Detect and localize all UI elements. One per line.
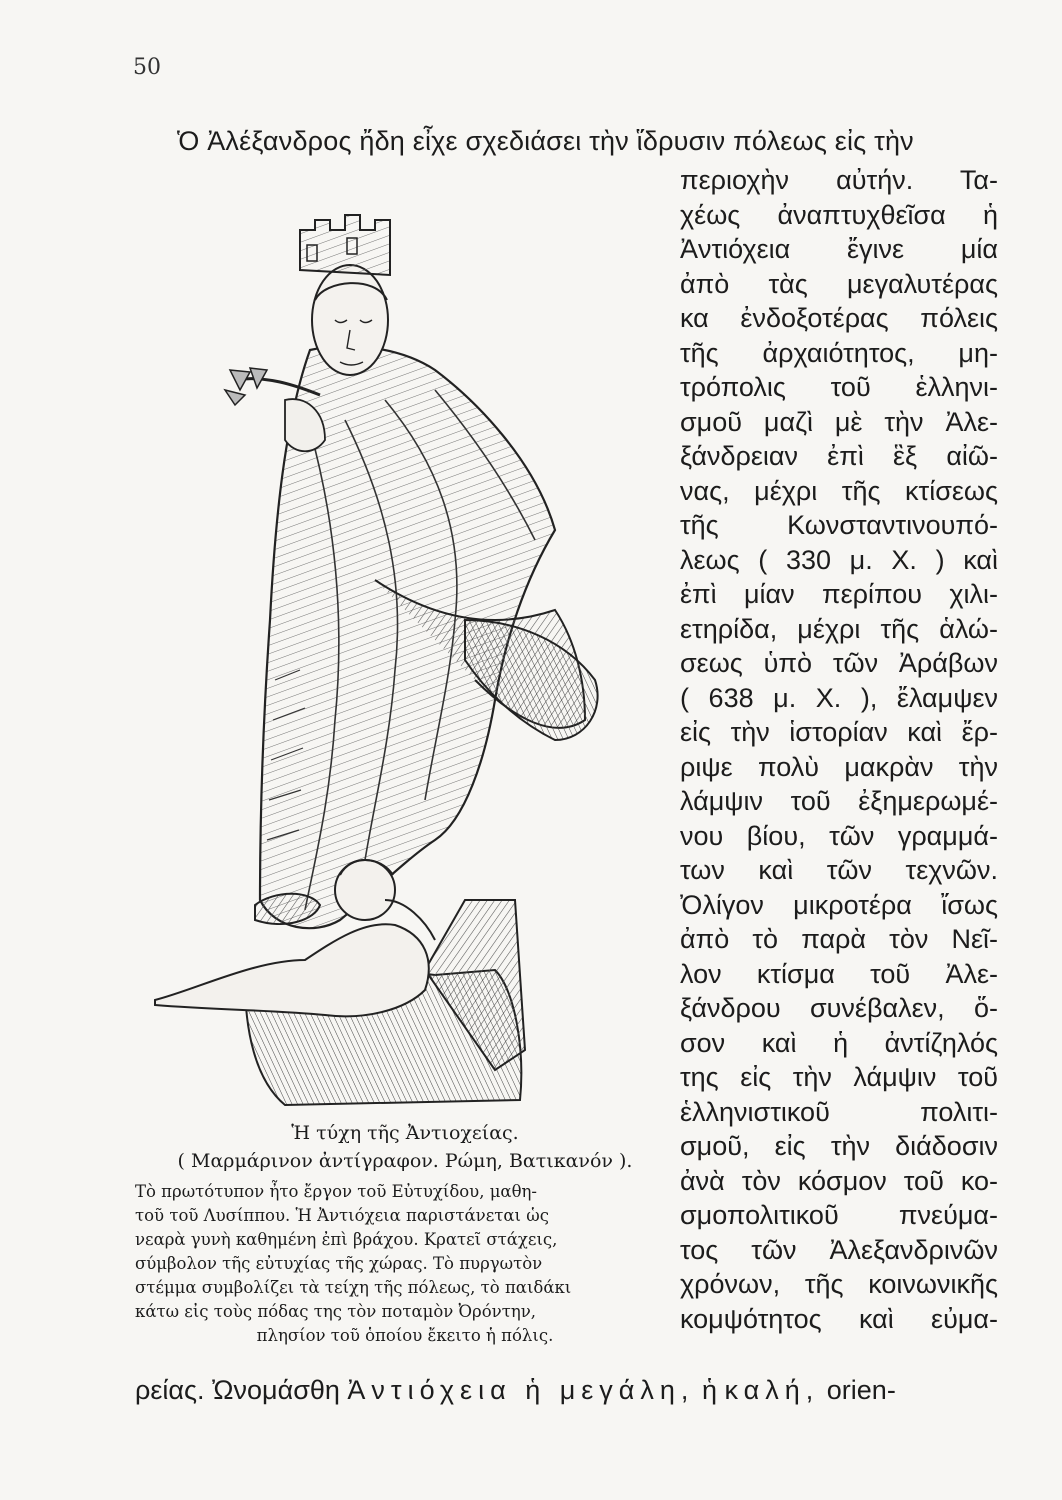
statue-illustration bbox=[135, 200, 675, 1120]
body-last-line bbox=[135, 1375, 1005, 1406]
body-text-line: λάμψιν τοῦ ἐξημερωμέ- bbox=[680, 786, 998, 816]
body-first-line: Ὁ Ἀλέξανδρος ἤδη εἶχε σχεδιάσει τὴν ἵδρυσιν πόλεως εἰς τὴν bbox=[177, 126, 914, 156]
body-text-line: νου βίου, τῶν γραμμά- bbox=[680, 820, 998, 851]
body-text-line: της εἰς τὴν λάμψιν τοῦ bbox=[680, 1062, 998, 1092]
body-text-line: χρόνων, τῆς κοινωνικῆς bbox=[680, 1269, 998, 1299]
caption-description-line: πλησίον τοῦ ὁποίου ἔκειτο ἡ πόλις. bbox=[256, 1326, 554, 1345]
body-text-line: ἀνὰ τὸν κόσμον τοῦ κο- bbox=[680, 1165, 998, 1196]
caption-description-line: στέμμα συμβολίζει τὰ τείχη τῆς πόλεως, τὸ παιδάκι bbox=[135, 1278, 572, 1297]
body-text-line: ( 638 μ. Χ. ), ἔλαμψεν bbox=[680, 682, 998, 713]
body-text-line: ξάνδρειαν ἐπὶ ἓξ αἰῶ- bbox=[680, 441, 998, 471]
body-text-line: τῆς ἀρχαιότητος, μη- bbox=[680, 337, 998, 368]
last-line-start: ρείας. Ὠνομάσθη bbox=[135, 1375, 348, 1405]
body-text-line: σμοῦ, εἰς τὴν διάδοσιν bbox=[680, 1131, 998, 1161]
body-text-line: σμοπολιτικοῦ πνεύμα- bbox=[680, 1200, 998, 1230]
figure-caption bbox=[135, 1122, 675, 1348]
page-number: 50 bbox=[133, 55, 161, 80]
body-text-line: περιοχὴν αὐτήν. Τα- bbox=[680, 165, 998, 195]
caption-title: Ἡ τύχη τῆς Ἀντιοχείας. bbox=[291, 1122, 519, 1144]
body-text-line: ἑλληνιστικοῦ πολιτι- bbox=[680, 1096, 998, 1127]
body-text-line: σον καὶ ἡ ἀντίζηλός bbox=[680, 1027, 998, 1058]
body-text-line: κομψότητος καὶ εὐμα- bbox=[680, 1303, 998, 1334]
body-text-line: λον κτίσμα τοῦ Ἀλε- bbox=[680, 958, 998, 989]
caption-source: ( Μαρμάρινον ἀντίγραφον. Ρώμη, Βατικανόν ). bbox=[177, 1150, 633, 1172]
body-text-line: τῆς Κωνσταντινουπό- bbox=[680, 510, 998, 540]
body-text-line: σμοῦ μαζὶ μὲ τὴν Ἀλε- bbox=[680, 406, 998, 437]
caption-description-line: Τὸ πρωτότυπον ἦτο ἔργον τοῦ Εὐτυχίδου, μαθη- bbox=[135, 1182, 537, 1201]
caption-description-line: νεαρὰ γυνὴ καθημένη ἐπὶ βράχου. Κρατεῖ στάχεις, bbox=[135, 1230, 558, 1249]
body-text-line: των καὶ τῶν τεχνῶν. bbox=[680, 855, 998, 885]
caption-description-line: σύμβολον τῆς εὐτυχίας τῆς χώρας. Τὸ πυργωτὸν bbox=[135, 1254, 543, 1273]
body-text-line: σεως ὑπὸ τῶν Ἀράβων bbox=[680, 648, 998, 678]
body-text-line: Ὀλίγον μικροτέρα ἴσως bbox=[680, 889, 998, 920]
body-text-line: χέως ἀναπτυχθεῖσα ἡ bbox=[680, 199, 998, 230]
body-text-line: ἐπὶ μίαν περίπου χιλι- bbox=[680, 579, 998, 609]
body-text-line: ἀπὸ τὸ παρὰ τὸν Νεῖ- bbox=[680, 924, 998, 954]
body-text-line: τρόπολις τοῦ ἑλληνι- bbox=[680, 372, 998, 402]
last-line-spaced: Ἀντιόχεια ἡ μεγάλη, bbox=[347, 1375, 695, 1405]
body-text-line: ξάνδρου συνέβαλεν, ὅ- bbox=[680, 993, 998, 1023]
body-text-line: λεως ( 330 μ. Χ. ) καὶ bbox=[680, 544, 998, 575]
body-text-line: κα ἐνδοξοτέρας πόλεις bbox=[680, 303, 998, 333]
body-text-line: Ἀντιόχεια ἔγινε μία bbox=[680, 234, 998, 264]
body-text-line: ετηρίδα, μέχρι τῆς ἁλώ- bbox=[680, 613, 998, 644]
caption-description-line: κάτω εἰς τοὺς πόδας της τὸν ποταμὸν Ὀρόντην, bbox=[135, 1302, 537, 1321]
body-text-line: ἀπὸ τὰς μεγαλυτέρας bbox=[680, 268, 998, 299]
last-line-end: orien- bbox=[819, 1375, 896, 1405]
body-text-line: τος τῶν Ἀλεξανδρινῶν bbox=[680, 1234, 998, 1265]
last-line-mid: ἡ bbox=[694, 1375, 725, 1405]
caption-description-line: τοῦ τοῦ Λυσίππου. Ἡ Ἀντιόχεια παριστάνεται ὡς bbox=[135, 1206, 549, 1225]
body-text-column bbox=[680, 163, 998, 1336]
body-text-line: ριψε πολὺ μακρὰν τὴν bbox=[680, 751, 998, 782]
caption-description bbox=[135, 1180, 675, 1348]
body-text-line: νας, μέχρι τῆς κτίσεως bbox=[680, 475, 998, 506]
body-text-line: εἰς τὴν ἱστορίαν καὶ ἔρ- bbox=[680, 717, 998, 747]
last-line-spaced-2: καλή, bbox=[724, 1375, 820, 1405]
